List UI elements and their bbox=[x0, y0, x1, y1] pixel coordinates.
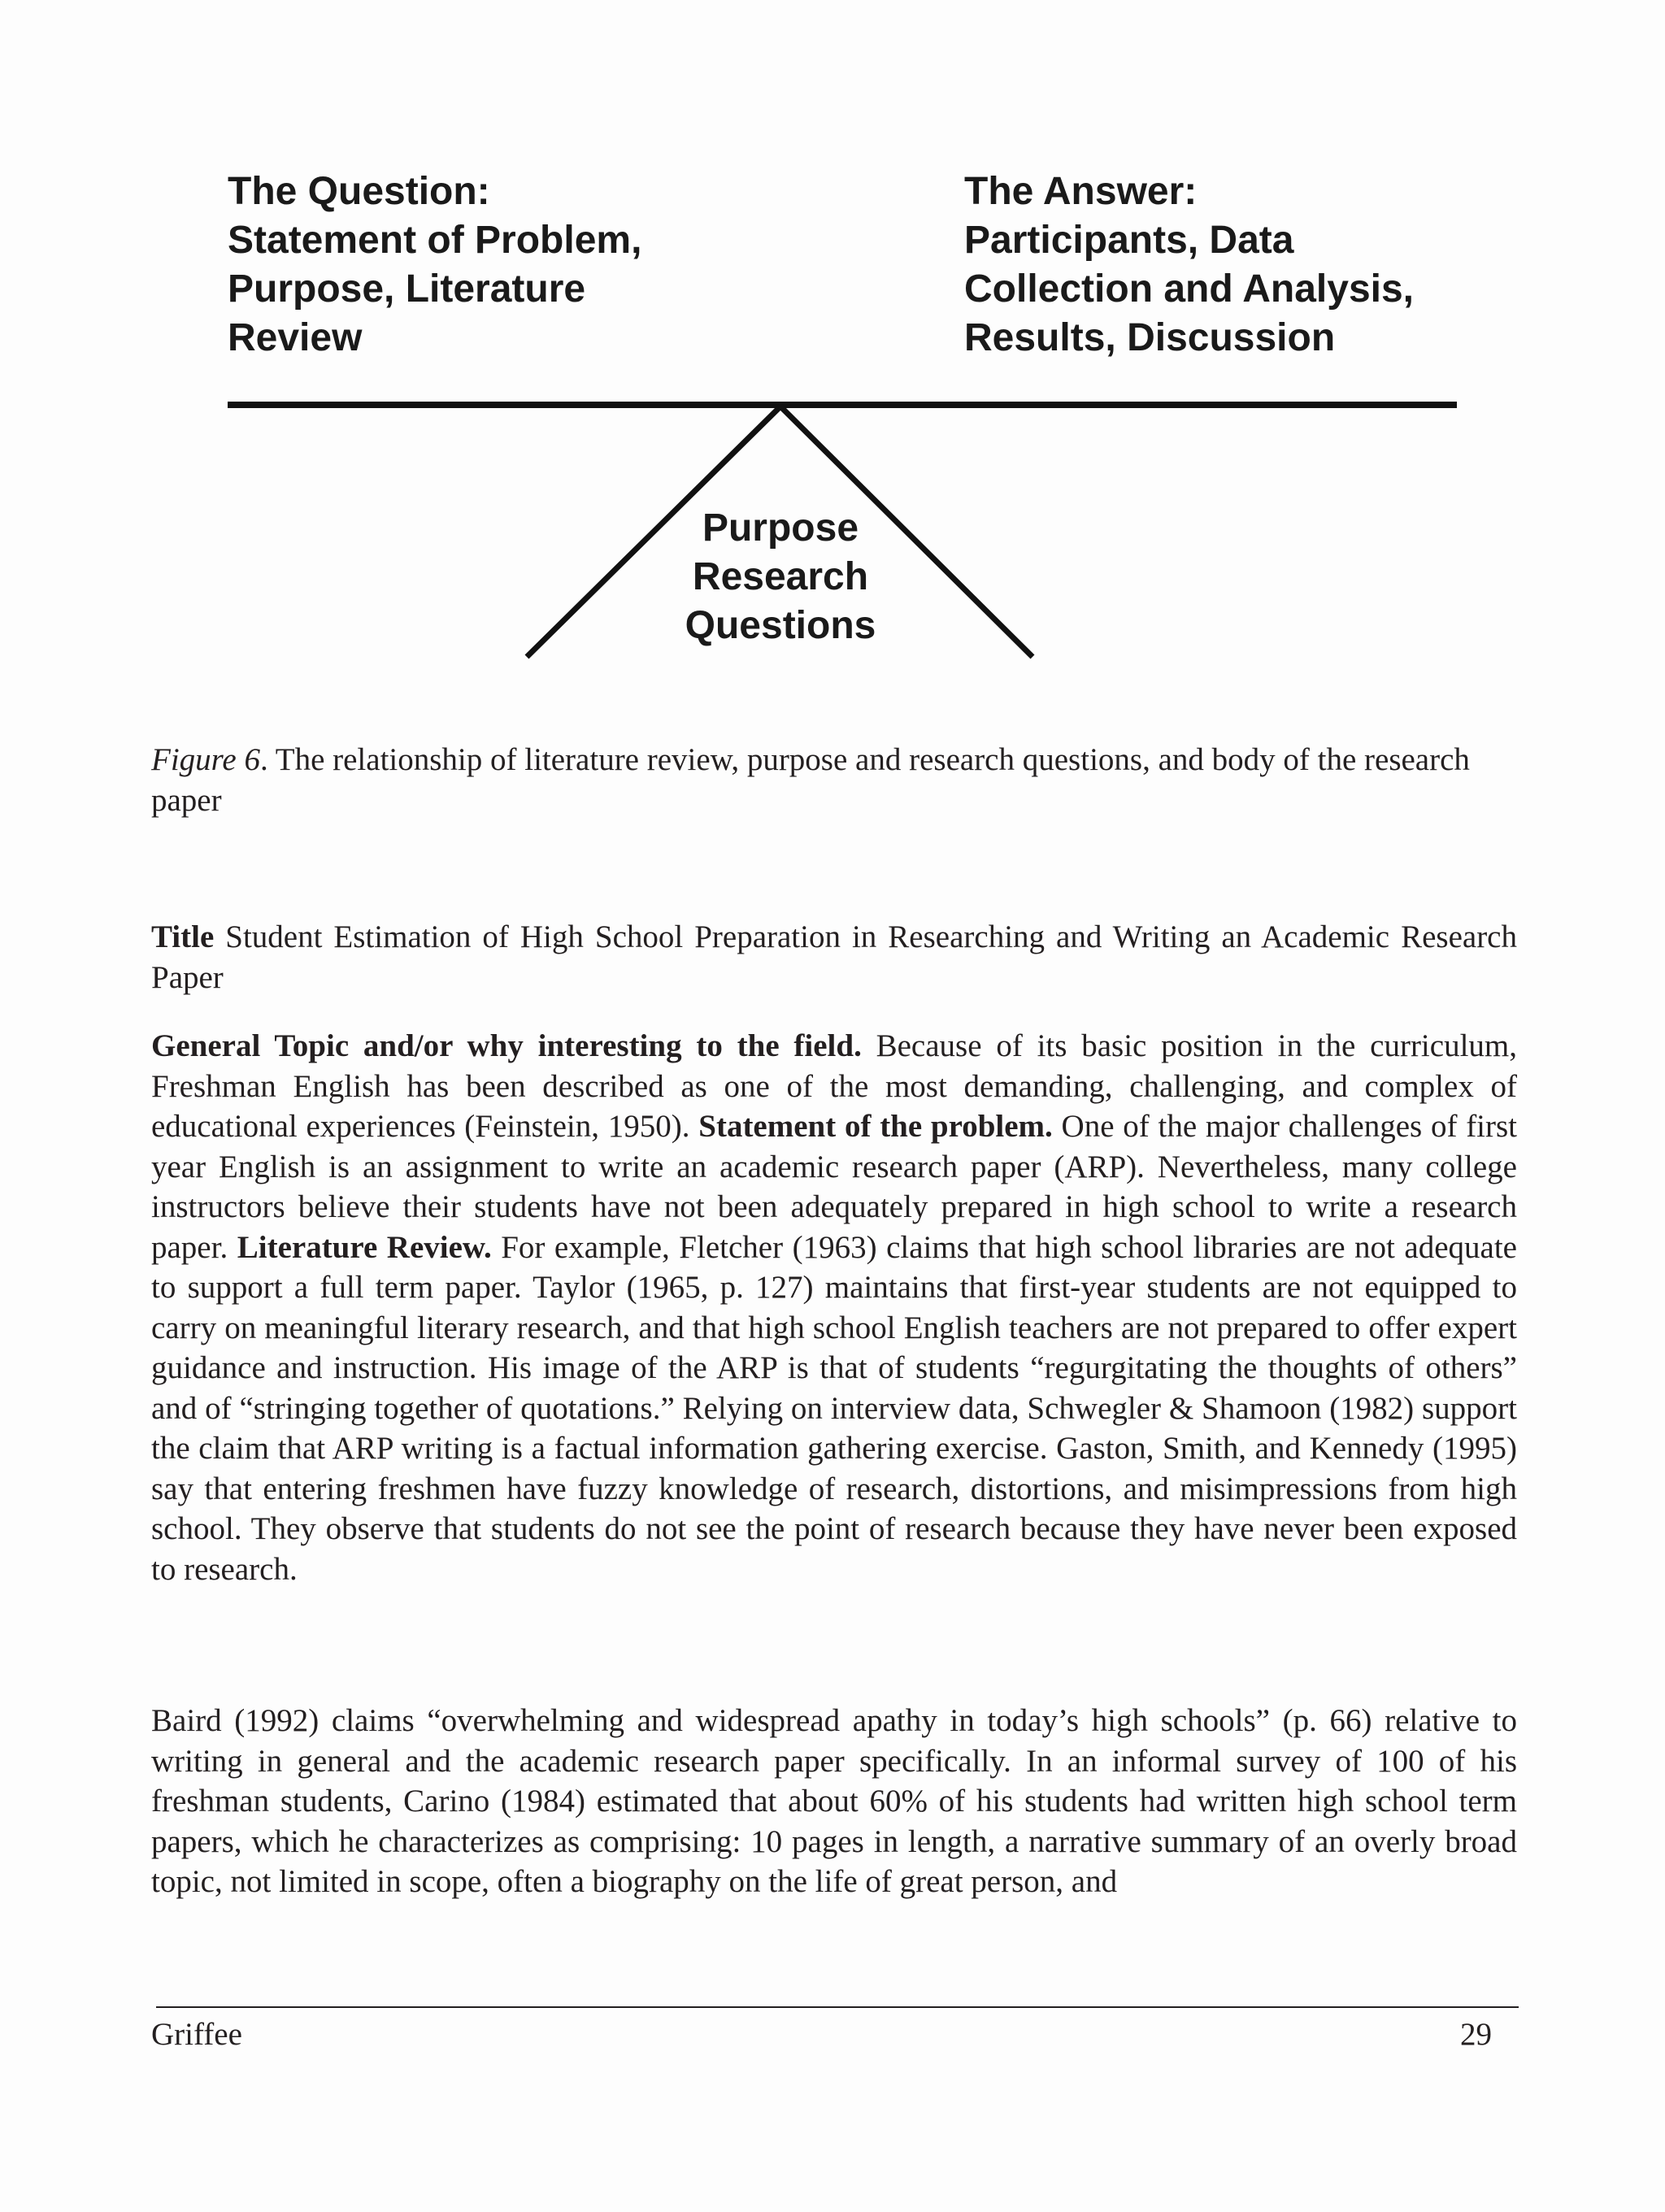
baird-text: Baird (1992) claims “overwhelming and widespread apathy in today’s high schools” (p. 66) relative to writing in general and the academic research paper specifically. In an informal survey of 100 of his freshman students, Carino (1984) estimated that about 60% of his students had written high school term papers, which he characterizes as comprising: 10 pages in length, a narrative summary of an overly broad topic, not limited in scope, often a biography on the life of great person, and bbox=[151, 1703, 1517, 1899]
fulcrum-line: Questions bbox=[685, 604, 876, 647]
fulcrum-label bbox=[618, 504, 943, 650]
baird-paragraph bbox=[151, 1701, 1517, 1902]
title-paragraph bbox=[151, 917, 1517, 997]
footer-divider bbox=[156, 2006, 1519, 2008]
caption-text: . The relationship of literature review, purpose and research questions, and body of the research paper bbox=[151, 742, 1470, 818]
answer-line: Participants, Data bbox=[964, 219, 1294, 262]
review-label: Literature Review. bbox=[237, 1229, 492, 1265]
page-number: 29 bbox=[1460, 2017, 1492, 2052]
problem-label: Statement of the problem. bbox=[698, 1109, 1053, 1144]
footer-author: Griffee bbox=[151, 2017, 242, 2052]
title-label: Title bbox=[151, 919, 215, 954]
title-text: Student Estimation of High School Preparation in Researching and Writing an Academic Research Paper bbox=[151, 919, 1517, 995]
review-text: For example, Fletcher (1963) claims that high school libraries are not adequate to support a full term paper. Taylor (1965, p. 127) maintains that first-year students are not equipped to carry on meaningful literary research, and that high school English teachers are not prepared to offer expert guidance and instruction. His image of the ARP is that of students “regurgitating the thoughts of others” and of “stringing together of quotations.” Relying on interview data, Schwegler & Shamoon (1982) support the claim that ARP writing is a factual information gathering exercise. Gaston, Smith, and Kennedy (1995) say that entering freshmen have fuzzy knowledge of research, distortions, and misimpressions from high school. They observe that students do not see the point of research because they have never been exposed to research. bbox=[151, 1229, 1517, 1587]
question-line: Purpose, Literature bbox=[228, 267, 586, 311]
question-line: Review bbox=[228, 316, 363, 359]
problem-text: One of the major challenges of first year English is an assignment to write an academic research paper (ARP). Nevertheless, many college instructors believe their students have not been adequately prepared in high school to write a research paper. bbox=[151, 1109, 1518, 1265]
fulcrum-line: Research bbox=[692, 555, 869, 598]
answer-label bbox=[964, 167, 1485, 363]
answer-line: Results, Discussion bbox=[964, 316, 1336, 359]
question-line: Statement of Problem, bbox=[228, 219, 642, 262]
question-label bbox=[228, 167, 732, 363]
body-paragraph bbox=[151, 1026, 1517, 1589]
figure-label: Figure 6 bbox=[151, 742, 260, 777]
figure-caption bbox=[151, 740, 1517, 821]
answer-line: Collection and Analysis, bbox=[964, 267, 1415, 311]
question-line: The Question: bbox=[228, 170, 490, 213]
answer-line: The Answer: bbox=[964, 170, 1198, 213]
fulcrum-line: Purpose bbox=[702, 506, 859, 550]
topic-label: General Topic and/or why interesting to the field. bbox=[151, 1028, 862, 1063]
topic-text: Because of its basic position in the curriculum, Freshman English has been described as one of the most demanding, challenging, and complex of educational experiences (Feinstein, 1950). bbox=[151, 1028, 1518, 1144]
